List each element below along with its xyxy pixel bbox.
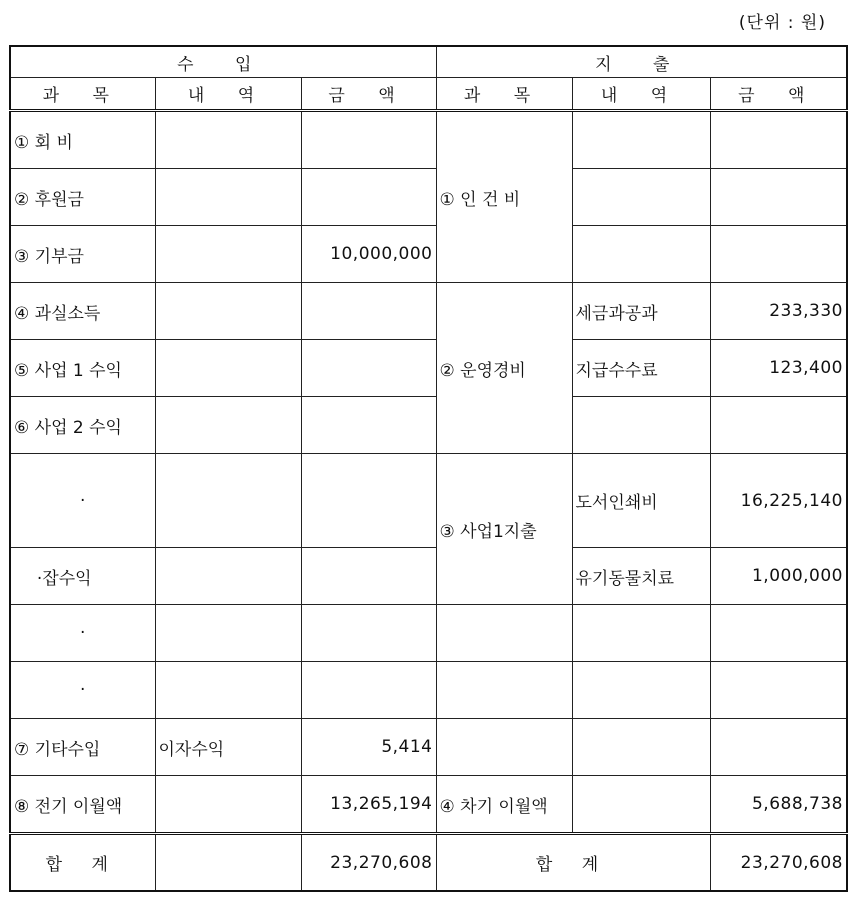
expense-subject-project1: ③ 사업1지출 (436, 454, 572, 605)
expense-detail (572, 111, 710, 169)
table-row (10, 226, 847, 283)
income-total-detail (155, 834, 301, 892)
expense-amount: 233,330 (710, 283, 847, 340)
expense-subject (436, 605, 572, 662)
income-detail (155, 548, 301, 605)
table-row (10, 605, 847, 662)
income-amount (301, 662, 436, 719)
income-amount (301, 340, 436, 397)
income-amount (301, 605, 436, 662)
expense-subject (436, 719, 572, 776)
income-detail (155, 454, 301, 548)
expense-detail: 유기동물치료 (572, 548, 710, 605)
income-expense-table (9, 45, 848, 892)
income-subject: ⑥ 사업 2 수익 (10, 397, 155, 454)
income-detail (155, 605, 301, 662)
expense-subject-personnel: ① 인 건 비 (436, 111, 572, 283)
expense-detail (572, 226, 710, 283)
table-row (10, 169, 847, 226)
totals-row (10, 834, 847, 892)
income-subject: ·잡수익 (10, 548, 155, 605)
table-row (10, 397, 847, 454)
income-subject: ① 회 비 (10, 111, 155, 169)
table-row (10, 283, 847, 340)
income-detail (155, 340, 301, 397)
income-detail (155, 283, 301, 340)
expense-amount (710, 169, 847, 226)
income-amount (301, 169, 436, 226)
expense-col-detail: 내 역 (572, 78, 710, 111)
expense-total-label: 합 계 (436, 834, 710, 892)
header-row-columns (10, 78, 847, 111)
expense-detail (572, 776, 710, 834)
expense-subject-carryover: ④ 차기 이월액 (436, 776, 572, 834)
expense-amount (710, 605, 847, 662)
expense-detail (572, 169, 710, 226)
income-total-amount: 23,270,608 (301, 834, 436, 892)
income-amount (301, 397, 436, 454)
income-detail (155, 111, 301, 169)
expense-detail: 세금과공과 (572, 283, 710, 340)
expense-total-amount: 23,270,608 (710, 834, 847, 892)
income-subject: ⑤ 사업 1 수익 (10, 340, 155, 397)
unit-label: (단위 : 원) (738, 13, 826, 33)
expense-amount: 16,225,140 (710, 454, 847, 548)
expense-amount (710, 662, 847, 719)
income-total-label: 합 계 (10, 834, 155, 892)
expense-amount (710, 397, 847, 454)
income-detail (155, 662, 301, 719)
income-amount (301, 111, 436, 169)
income-subject: ⑦ 기타수입 (10, 719, 155, 776)
income-amount: 10,000,000 (301, 226, 436, 283)
income-detail (155, 226, 301, 283)
income-amount: 13,265,194 (301, 776, 436, 834)
income-subject: ④ 과실소득 (10, 283, 155, 340)
income-subject: ③ 기부금 (10, 226, 155, 283)
expense-subject (436, 662, 572, 719)
expense-col-amount: 금 액 (710, 78, 847, 111)
income-amount (301, 548, 436, 605)
table-row (10, 719, 847, 776)
expense-subject-operating: ② 운영경비 (436, 283, 572, 454)
expense-amount: 1,000,000 (710, 548, 847, 605)
expense-amount: 5,688,738 (710, 776, 847, 834)
expense-amount: 123,400 (710, 340, 847, 397)
expense-header: 지 출 (436, 46, 847, 78)
expense-amount (710, 719, 847, 776)
expense-detail (572, 719, 710, 776)
income-detail: 이자수익 (155, 719, 301, 776)
table-row (10, 454, 847, 548)
income-detail (155, 397, 301, 454)
table-row (10, 111, 847, 169)
income-subject: · (10, 662, 155, 719)
table-row (10, 776, 847, 834)
expense-amount (710, 226, 847, 283)
expense-detail: 지급수수료 (572, 340, 710, 397)
table-row (10, 662, 847, 719)
income-detail (155, 169, 301, 226)
income-subject: · (10, 454, 155, 548)
income-subject: · (10, 605, 155, 662)
income-amount (301, 283, 436, 340)
income-amount (301, 454, 436, 548)
expense-detail (572, 397, 710, 454)
income-header: 수 입 (10, 46, 436, 78)
header-row-main (10, 46, 847, 78)
expense-amount (710, 111, 847, 169)
expense-detail (572, 662, 710, 719)
income-amount: 5,414 (301, 719, 436, 776)
income-subject: ② 후원금 (10, 169, 155, 226)
income-subject: ⑧ 전기 이월액 (10, 776, 155, 834)
income-detail (155, 776, 301, 834)
income-col-amount: 금 액 (301, 78, 436, 111)
income-col-detail: 내 역 (155, 78, 301, 111)
income-col-subject: 과 목 (10, 78, 155, 111)
expense-detail (572, 605, 710, 662)
table-row (10, 340, 847, 397)
expense-detail: 도서인쇄비 (572, 454, 710, 548)
expense-col-subject: 과 목 (436, 78, 572, 111)
table-row (10, 548, 847, 605)
